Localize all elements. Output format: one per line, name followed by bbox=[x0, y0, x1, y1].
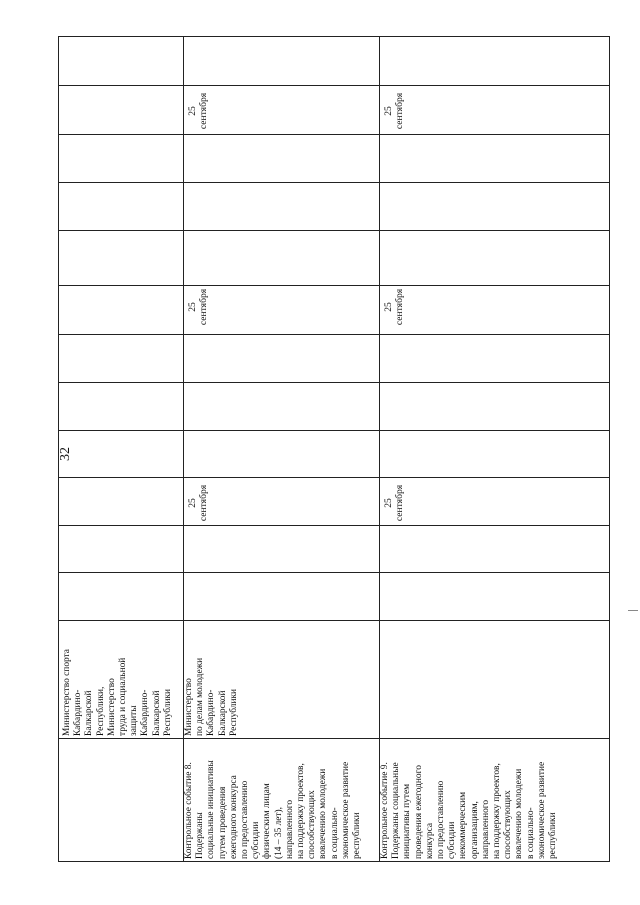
date-month: сентября bbox=[393, 92, 405, 130]
text-line: Министерство bbox=[106, 678, 117, 736]
text-line: в социально- bbox=[329, 807, 340, 859]
deadline-date bbox=[384, 87, 405, 135]
date-day: 25 bbox=[383, 498, 394, 508]
text-line: конкурса bbox=[424, 822, 435, 859]
column-divider bbox=[59, 620, 609, 621]
text-line: Кабардино- bbox=[206, 689, 217, 736]
text-line: защиты bbox=[129, 705, 140, 736]
text-line: республики bbox=[352, 812, 363, 859]
text-line: Подержаны социальные bbox=[391, 762, 402, 859]
text-line: (14 – 35 лет), bbox=[273, 807, 284, 859]
text-line: труда и социальной bbox=[118, 657, 129, 736]
column-divider bbox=[59, 230, 609, 231]
responsible-cell-8 bbox=[184, 624, 274, 736]
text-line: Подержаны bbox=[195, 812, 206, 859]
date-day: 25 bbox=[187, 498, 198, 508]
page-number: 32 bbox=[58, 447, 73, 461]
date-month: сентября bbox=[197, 92, 209, 130]
scan-edge-mark bbox=[628, 610, 638, 615]
column-divider bbox=[59, 572, 609, 573]
text-line: субсидии bbox=[447, 821, 458, 859]
text-line: Балкарской bbox=[151, 690, 162, 736]
deadline-date bbox=[188, 480, 209, 526]
text-line: направленного bbox=[480, 799, 491, 859]
date-month: сентября bbox=[197, 288, 209, 326]
text-line: Кабардино- bbox=[140, 689, 151, 736]
text-line: Балкарской bbox=[217, 690, 228, 736]
text-line: ежегодного конкурса bbox=[228, 775, 239, 859]
rotated-table-sheet bbox=[58, 36, 610, 862]
text-line: Контрольное событие 8. bbox=[184, 762, 194, 859]
text-line: Кабардино- bbox=[73, 689, 84, 736]
date-day: 25 bbox=[383, 106, 394, 116]
text-line: проведения ежегодного bbox=[413, 765, 424, 859]
text-line: Контрольное событие 9. bbox=[380, 762, 390, 859]
table-grid bbox=[58, 36, 610, 862]
column-divider bbox=[59, 738, 609, 739]
column-divider bbox=[59, 382, 609, 383]
text-line: организациям, bbox=[469, 801, 480, 859]
text-line: способствующих bbox=[307, 790, 318, 859]
text-line: направленного bbox=[284, 799, 295, 859]
deadline-date bbox=[384, 480, 405, 526]
date-day: 25 bbox=[383, 302, 394, 312]
date-month: сентября bbox=[393, 484, 405, 522]
event-cell-8 bbox=[184, 741, 376, 859]
text-line: путем проведения bbox=[217, 786, 228, 859]
deadline-date bbox=[384, 283, 405, 331]
text-line: Министерство спорта bbox=[62, 649, 72, 736]
text-line: Министерство bbox=[184, 678, 194, 736]
deadline-date bbox=[188, 87, 209, 135]
text-line: Республики bbox=[228, 688, 239, 736]
deadline-date bbox=[188, 283, 209, 331]
text-line: по предоставлению bbox=[240, 780, 251, 859]
text-line: некоммерческим bbox=[458, 791, 469, 859]
text-line: субсидии bbox=[251, 821, 262, 859]
text-line: социальные инициативы bbox=[206, 760, 217, 859]
text-line: физическим лицам bbox=[262, 783, 273, 859]
row-divider bbox=[183, 37, 184, 861]
date-month: сентября bbox=[197, 484, 209, 522]
column-divider bbox=[59, 85, 609, 86]
text-line: по делам молодежи bbox=[195, 657, 206, 736]
date-day: 25 bbox=[187, 106, 198, 116]
column-divider bbox=[59, 182, 609, 183]
text-line: вовлечению молодежи bbox=[514, 768, 525, 859]
column-divider bbox=[59, 477, 609, 478]
date-month: сентября bbox=[393, 288, 405, 326]
row-divider bbox=[379, 37, 380, 861]
text-line: на поддержку проектов, bbox=[296, 763, 307, 859]
text-line: Республики, bbox=[95, 686, 106, 736]
responsible-cell-header bbox=[62, 624, 180, 736]
text-line: способствующих bbox=[503, 790, 514, 859]
event-cell-9 bbox=[380, 741, 608, 859]
text-line: Балкарской bbox=[84, 690, 95, 736]
text-line: экономическое развитие bbox=[340, 761, 351, 859]
text-line: по предоставлению bbox=[436, 780, 447, 859]
column-divider bbox=[59, 430, 609, 431]
text-line: на поддержку проектов, bbox=[492, 763, 503, 859]
text-line: Республики bbox=[162, 688, 173, 736]
column-divider bbox=[59, 334, 609, 335]
column-divider bbox=[59, 134, 609, 135]
column-divider bbox=[59, 285, 609, 286]
date-day: 25 bbox=[187, 302, 198, 312]
column-divider bbox=[59, 525, 609, 526]
text-line: инициативы путем bbox=[402, 783, 413, 859]
text-line: республики bbox=[548, 812, 559, 859]
text-line: экономическое развитие bbox=[536, 761, 547, 859]
text-line: вовлечению молодежи bbox=[318, 768, 329, 859]
text-line: в социально- bbox=[525, 807, 536, 859]
